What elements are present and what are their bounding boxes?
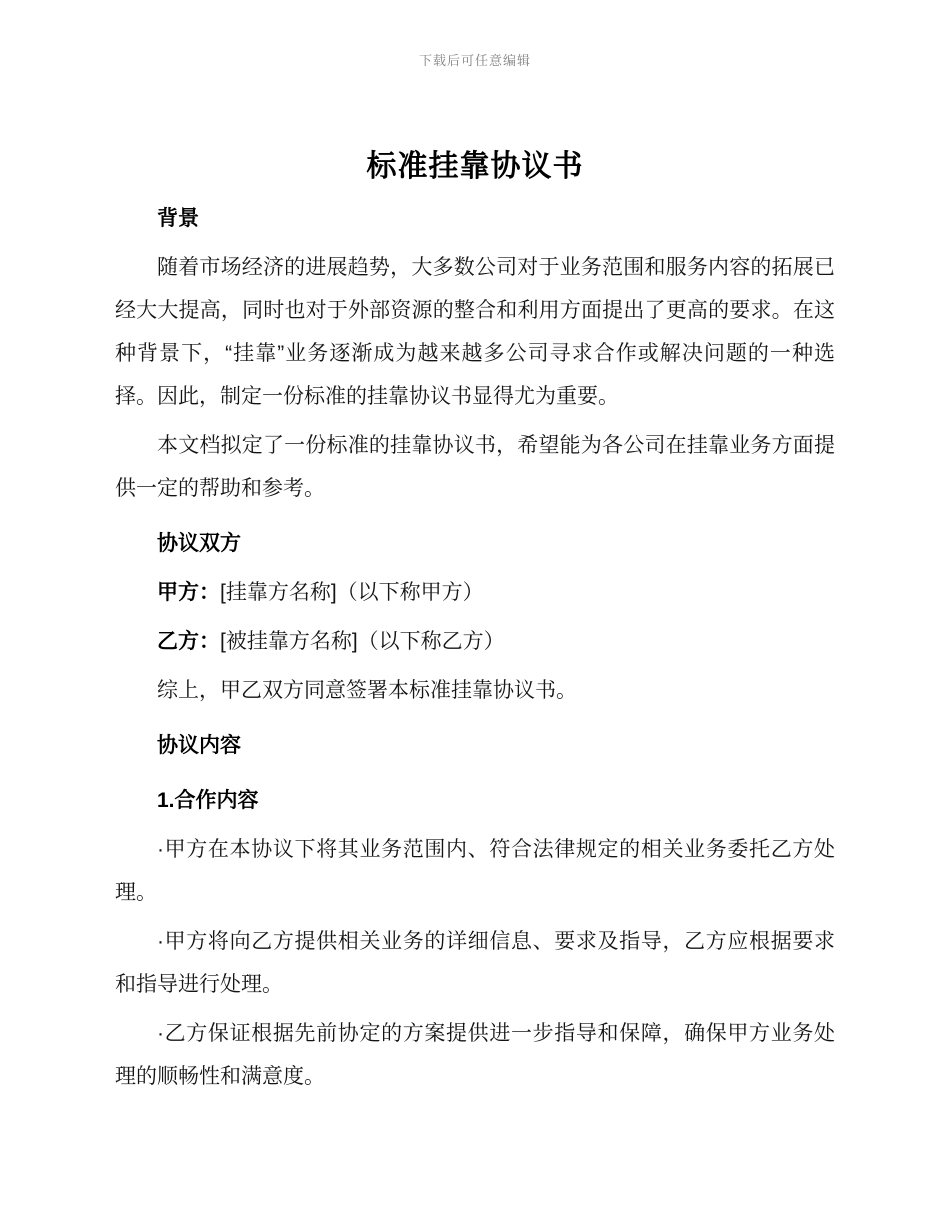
section-heading-agreement: 协议内容 (157, 734, 241, 757)
download-note: 下载后可任意编辑 (418, 53, 531, 68)
parties-conclusion: 综上，甲乙双方同意签署本标准挂靠协议书。 (157, 679, 577, 702)
party-a-text: [挂靠方名称]（以下称甲方） (220, 581, 484, 604)
subsection-heading-cooperation: 1.合作内容 (157, 789, 259, 812)
party-b-label: 乙方： (157, 630, 220, 653)
document-body (0, 197, 950, 1164)
paragraph-background-1: 随着市场经济的进展趋势，大多数公司对于业务范围和服务内容的拓展已经大大提高，同时也对于外部资源的整合和利用方面提出了更高的要求。在这种背景下，“挂靠”业务逐渐成为越来越多公司寻求合作或解决问题的一种选择。因此，制定一份标准的挂靠协议书显得尤为重要。 (115, 256, 835, 408)
party-a-label: 甲方： (157, 581, 220, 604)
cooperation-item-1: ·甲方在本协议下将其业务范围内、符合法律规定的相关业务委托乙方处理。 (115, 838, 835, 904)
party-b-line (115, 620, 835, 663)
cooperation-item-3: ·乙方保证根据先前协定的方案提供进一步指导和保障，确保甲方业务处理的顺畅性和满意度。 (115, 1022, 835, 1088)
party-a-line (115, 571, 835, 614)
party-b-text: [被挂靠方名称]（以下称乙方） (220, 630, 505, 653)
paragraph-background-2: 本文档拟定了一份标准的挂靠协议书，希望能为各公司在挂靠业务方面提供一定的帮助和参考。 (115, 434, 835, 500)
section-heading-background: 背景 (157, 207, 199, 230)
cooperation-item-2: ·甲方将向乙方提供相关业务的详细信息、要求及指导，乙方应根据要求和指导进行处理。 (115, 930, 835, 996)
page-title: 标准挂靠协议书 (366, 150, 584, 183)
section-heading-parties: 协议双方 (157, 532, 241, 555)
